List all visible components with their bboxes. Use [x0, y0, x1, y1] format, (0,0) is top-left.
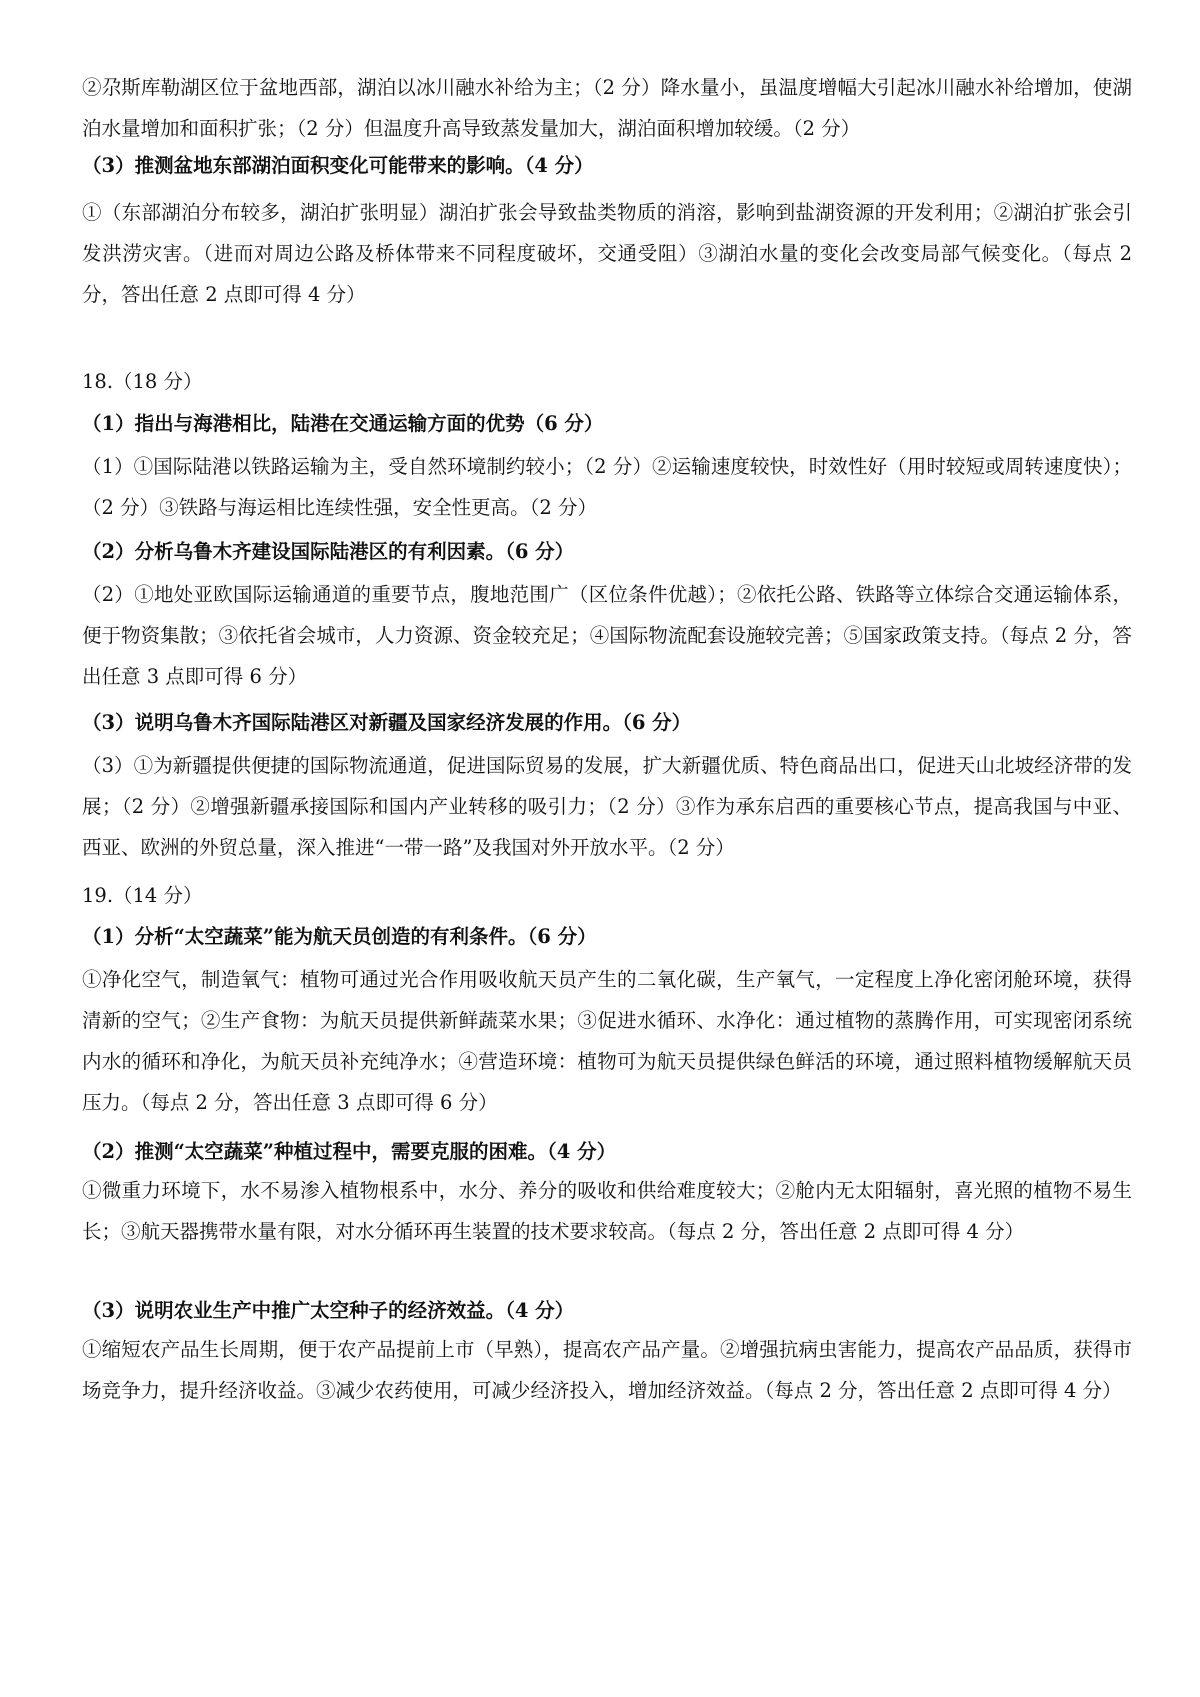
question-19-number: 19.（14 分）: [82, 884, 203, 907]
answer-18-3: （3）①为新疆提供便捷的国际物流通道，促进国际贸易的发展，扩大新疆优质、特色商品出口，促进天山北坡经济带的发展；（2 分）②增强新疆承接国际和国内产业转移的吸引力；（2 分）③作为承东启西的重要核心节点，提高我国与中亚、西亚、欧洲的外贸总量，深入推进“一带一路”及我国对外开放水平。（2 分）: [82, 754, 1132, 859]
question-18-1-heading: （1）指出与海港相比，陆港在交通运输方面的优势（6 分）: [82, 412, 604, 435]
answer-19-1: ①净化空气，制造氧气：植物可通过光合作用吸收航天员产生的二氧化碳，生产氧气，一定程度上净化密闭舱环境，获得清新的空气；②生产食物：为航天员提供新鲜蔬菜水果；③促进水循环、水净化：通过植物的蒸腾作用，可实现密闭系统内水的循环和净化，为航天员补充纯净水；④营造环境：植物可为航天员提供绿色鲜活的环境，通过照料植物缓解航天员压力。（每点 2 分，答出任意 3 点即可得 6 分）: [82, 968, 1132, 1114]
question-17-3-heading: （3）推测盆地东部湖泊面积变化可能带来的影响。（4 分）: [82, 154, 594, 177]
question-19-3-heading: （3）说明农业生产中推广太空种子的经济效益。（4 分）: [82, 1299, 575, 1322]
answer-19-3: ①缩短农产品生长周期，便于农产品提前上市（早熟），提高农产品产量。②增强抗病虫害能力，提高农产品品质，获得市场竞争力，提升经济收益。③减少农药使用，可减少经济投入，增加经济效益。（每点 2 分，答出任意 2 点即可得 4 分）: [82, 1338, 1132, 1402]
answer-18-1: （1）①国际陆港以铁路运输为主，受自然环境制约较小；（2 分）②运输速度较快，时效性好（用时较短或周转速度快）；（2 分）③铁路与海运相比连续性强，安全性更高。（2 分）: [82, 455, 1132, 519]
answer-18-2: （2）①地处亚欧国际运输通道的重要节点，腹地范围广（区位条件优越）；②依托公路、铁路等立体综合交通运输体系，便于物资集散；③依托省会城市，人力资源、资金较充足；④国际物流配套设施较完善；⑤国家政策支持。（每点 2 分，答出任意 3 点即可得 6 分）: [82, 583, 1132, 688]
question-18-3-heading: （3）说明乌鲁木齐国际陆港区对新疆及国家经济发展的作用。（6 分）: [82, 711, 692, 734]
question-18-2-heading: （2）分析乌鲁木齐建设国际陆港区的有利因素。（6 分）: [82, 540, 575, 563]
question-19-2-heading: （2）推测“太空蔬菜”种植过程中，需要克服的困难。（4 分）: [82, 1140, 617, 1163]
answer-17-2-part2: ②尕斯库勒湖区位于盆地西部，湖泊以冰川融水补给为主；（2 分）降水量小，虽温度增幅大引起冰川融水补给增加，使湖泊水量增加和面积扩张；（2 分）但温度升高导致蒸发量加大，湖泊面积增加较缓。（2 分）: [82, 76, 1132, 140]
question-18-number: 18.（18 分）: [82, 370, 203, 393]
question-19-1-heading: （1）分析“太空蔬菜”能为航天员创造的有利条件。（6 分）: [82, 925, 597, 948]
answer-17-3: ①（东部湖泊分布较多，湖泊扩张明显）湖泊扩张会导致盐类物质的消溶，影响到盐湖资源的开发利用；②湖泊扩张会引发洪涝灾害。（进而对周边公路及桥体带来不同程度破坏，交通受阻）③湖泊水量的变化会改变局部气候变化。（每点 2 分，答出任意 2 点即可得 4 分）: [82, 201, 1132, 306]
answer-19-2: ①微重力环境下，水不易渗入植物根系中，水分、养分的吸收和供给难度较大；②舱内无太阳辐射，喜光照的植物不易生长；③航天器携带水量有限，对水分循环再生装置的技术要求较高。（每点 2 分，答出任意 2 点即可得 4 分）: [82, 1179, 1132, 1243]
